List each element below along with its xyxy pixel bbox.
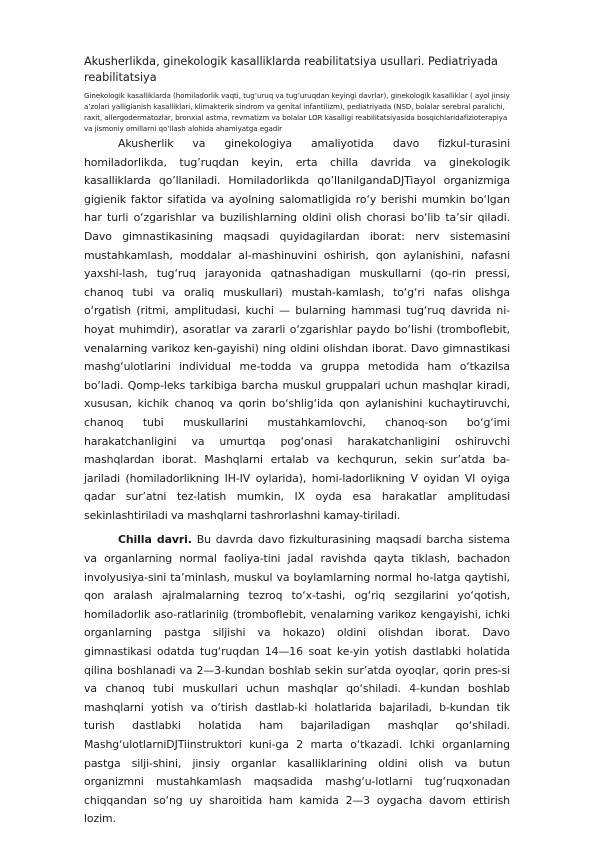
paragraph-postpartum-body: Bu davrda davo fizkulturasining maqsadi barcha sistema va organlarning normal faoliya-tini jadal ravishda qayta tiklash, bachadon involyusiya-sini ta’minlash, muskul va boylamlarning normal ho-latga qaytishi, qon aralash ajralmalarning tezroq to‘x-tashi, og‘riq sezgilarini yo‘qotish, homiladorlik aso-ratlariniig (tromboflebit, venalarning varikoz kengayishi, ichki organlarning pastga siljishi va hokazo) oldini olishdan iborat. Davo gimnastikasi odatda tug‘ruqdan 14—16 soat ke-yin yotish dastlabki holatida qilina boshlanadi va 2—3-kundan boshlab sekin sur’atda oyoqlar, qorin pres-si va chanoq tubi muskullari uchun mashqlar qo‘shiladi. 4-kundan boshlab mashqlarni yotish va o‘tirish dastlab-ki holatlarida bajariladi, b-kundan tik turish dastlabki holatida ham bajariladigan mashqlar qo‘shiladi. Mashg‘ulotlarniDJTiinstruktori kuni-ga 2 marta o‘tkazadi. Ichki organlarning pastga silji-shini, jinsiy organlar kasalliklarining oldini olish va butun organizmni mustahkamlash maqsadida mashg‘u-lotlarni tug‘ruqxonadan chiqqandan so‘ng uy sharoitida ham kamida 2—3 oygacha davom ettirish lozim. [84,533,510,826]
paragraph-obstetrics: Akusherlik va ginekologiya amaliyotida davo fizkul-turasini homiladorlikda, tug’ruqdan keyin, erta chilla davrida va ginekologik kasalliklarda qo’llaniladi. Homiladorlikda qo’llanilgandaDJTiayol organizmiga gigienik faktor sifatida va ayolning salomatligida ro‘y berishi mumkin bo‘lgan har turli o‘zgarishlar va buzilishlarning oldini olish chorasi bo‘lib ta’sir qiladi. Davo gimnastikasining maqsadi quyidagilardan iborat: nerv sistemasini mustahkamlash, moddalar al-mashinuvini oshirish, qon aylanishini, nafasni yaxshi-lash, tug‘ruq jarayonida qatnashadigan muskullarni (qo-rin pressi, chanoq tubi va oraliq muskullari) mustah-kamlash, to‘g‘ri nafas olishga o‘rgatish (ritmi, amplitudasi, kuchi — bularning hammasi tug‘ruq davrida ni-hoyat muhimdir), asoratlar va zararli o‘zgarishlar paydo bo‘lishi (tromboflebit, venalarning varikoz ken-gayishi) ning oldini olishdan iborat. Davo gimnastikasi mashg‘ulotlarini individual me-todda va gruppa metodida ham o‘tkazilsa bo‘ladi. Qomp-leks tarkibiga barcha muskul gruppalari uchun mashqlar kiradi, xususan, kichik chanoq va qorin bo‘shlig‘ida qon aylanishini kuchaytiruvchi, chanoq tubi muskullarini mustahkamlovchi, chanoq-son bo‘g‘imi harakatchanligini va umurtqa pog‘onasi harakatchanligini oshiruvchi mashqlardan iborat. Mashqlarni ertalab va kechqurun, sekin sur’atda ba-jariladi (homiladorlikning IH-IV oylarida), homi-ladorlikning V oyidan VI oyiga qadar sur’atni tez-latish mumkin, IX oyda esa harakatlar amplitudasi sekinlashtiriladi va mashqlarni tashrorlashni kamay-tiriladi. [84,137,510,522]
paragraph-postpartum [84,531,510,829]
paragraph-postpartum-heading: Chilla davri. [118,533,192,547]
keywords-text: Ginekologik kasalliklarda (homiladorlik vaqti, tug’uruq va tug’uruqdan keyingi davrlar), ginekologik kasalliklar ( ayol jinsiy a’zolari yalliglanish kasalliklari, klimakterik sindrom va genital infantilizm), pediatriyada (NSD, bolalar serebral paralichi, raxit, allergodermatozlar, bronxial astma, revmatizm va bolalar LOR kasalligi reabilitatsiyasida bosqichlaridafizioterapiya va jismoniy omillarni qo’llash alohida ahamiyatga egadir [84,91,510,133]
document-title: Akusherlikda, ginekologik kasalliklarda reabilitatsiya usullari. Pediatriyada reabilitatsiya [84,55,498,84]
document-page [84,54,510,829]
